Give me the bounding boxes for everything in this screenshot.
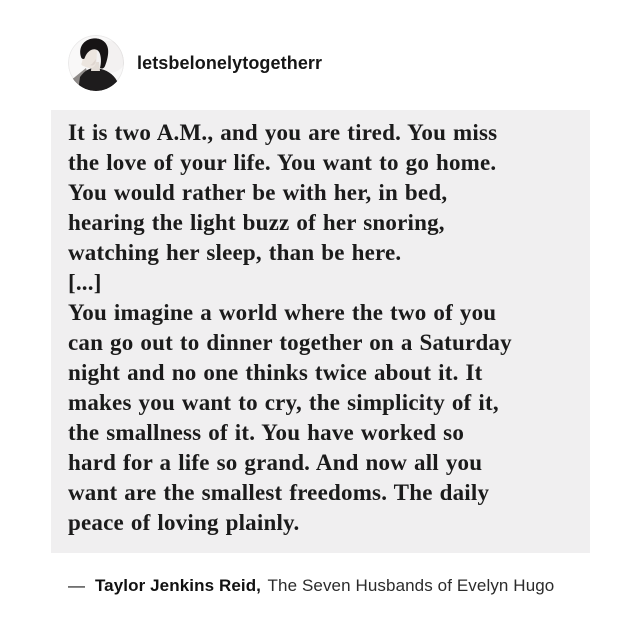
quote-line: It is two A.M., and you are tired. You miss xyxy=(68,120,498,145)
quote-text xyxy=(68,118,577,538)
quote-line: want are the smallest freedoms. The daily xyxy=(68,480,490,505)
quote-line: makes you want to cry, the simplicity of it, xyxy=(68,390,499,415)
avatar[interactable] xyxy=(68,35,124,91)
username[interactable]: letsbelonelytogetherr xyxy=(137,52,323,73)
quote-line: the love of your life. You want to go home. xyxy=(68,150,497,175)
quote-line: watching her sleep, than be here. xyxy=(68,240,402,265)
quote-line: peace of loving plainly. xyxy=(68,510,300,535)
quote-line: [...] xyxy=(68,270,102,295)
attribution-work: The Seven Husbands of Evelyn Hugo xyxy=(267,576,555,595)
quote-line: night and no one thinks twice about it. It xyxy=(68,360,483,385)
attribution-author: Taylor Jenkins Reid, xyxy=(94,576,262,595)
quote-line: the smallness of it. You have worked so xyxy=(68,420,465,445)
quote-line: hearing the light buzz of her snoring, xyxy=(68,210,445,235)
quote-card xyxy=(51,110,590,553)
post-header xyxy=(68,35,322,91)
quote-line: You imagine a world where the two of you xyxy=(68,300,497,325)
quote-line: You would rather be with her, in bed, xyxy=(68,180,448,205)
profile-photo-icon xyxy=(68,35,124,91)
attribution-dash: — xyxy=(68,576,86,595)
quote-line: can go out to dinner together on a Saturday xyxy=(68,330,512,355)
quote-line: hard for a life so grand. And now all you xyxy=(68,450,483,475)
attribution xyxy=(68,576,554,596)
